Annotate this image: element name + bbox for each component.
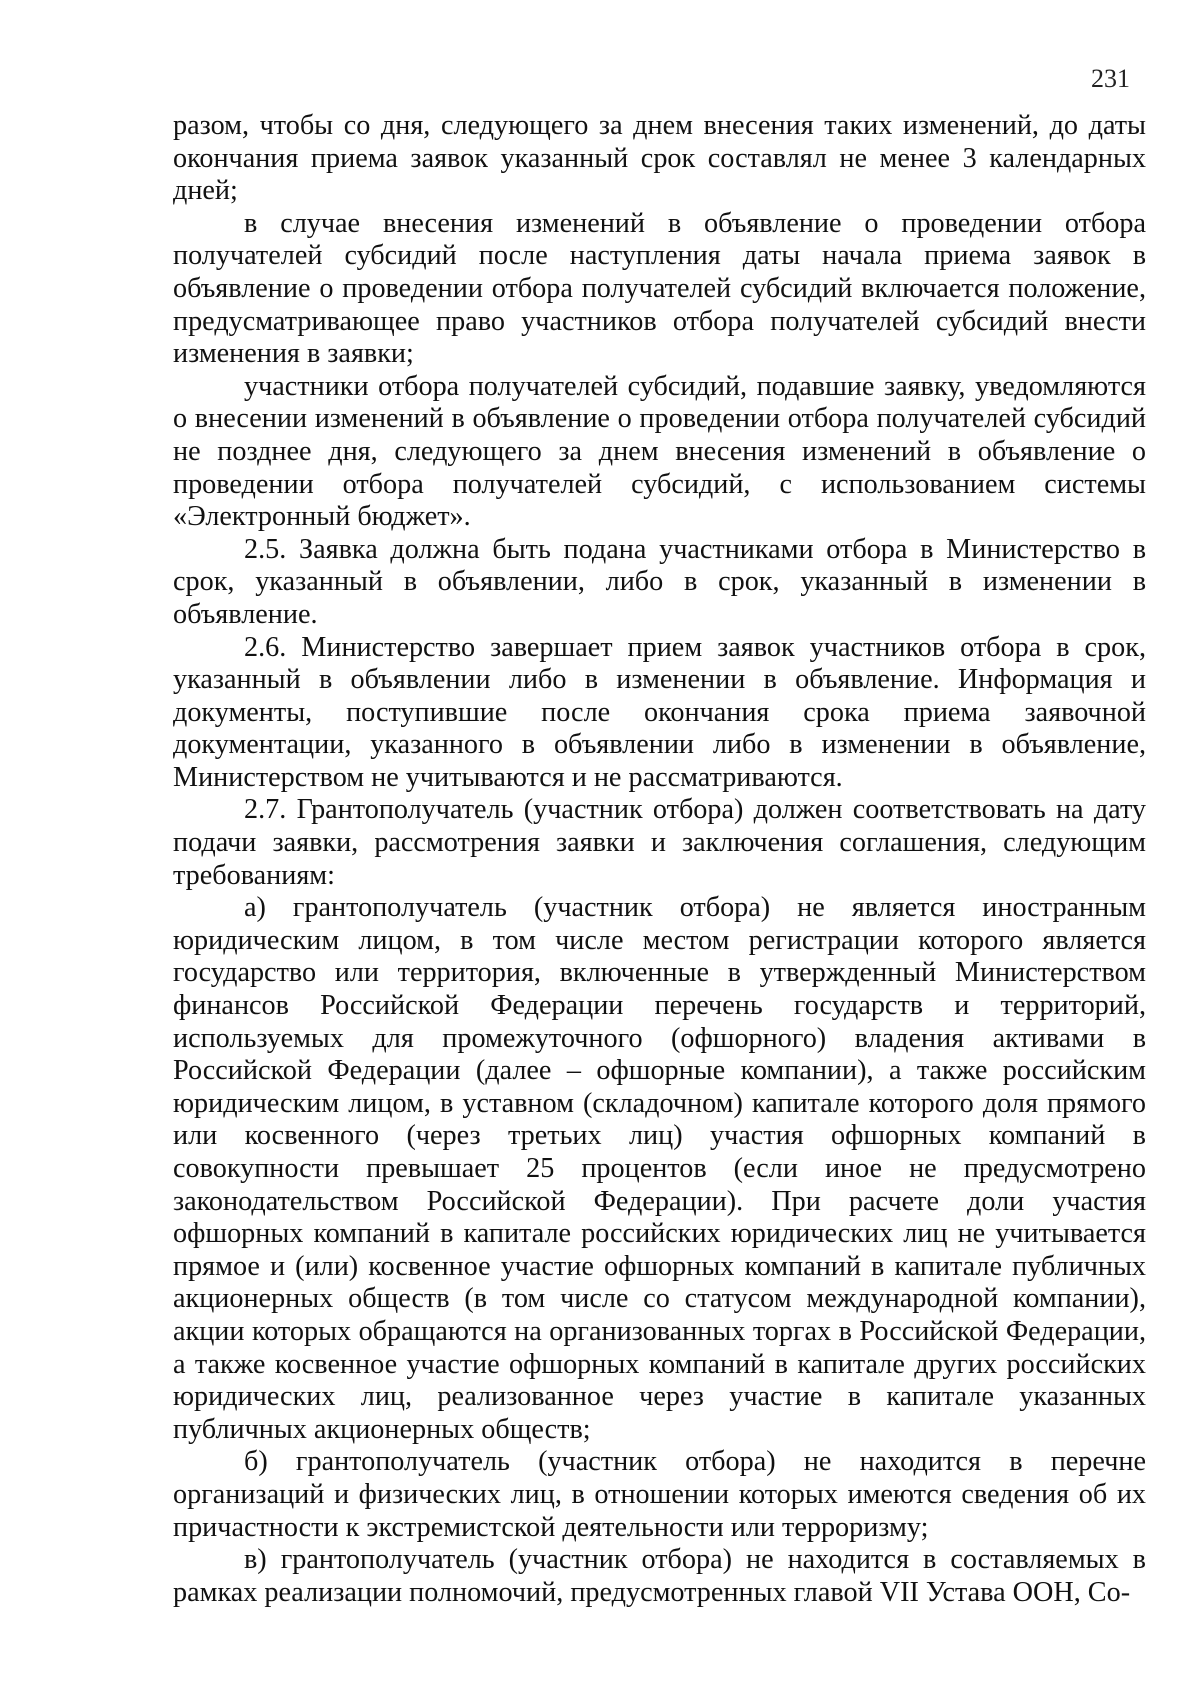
page-number: 231	[1091, 64, 1130, 93]
paragraph-2-5: 2.5. Заявка должна быть подана участниками отбора в Министерство в срок, указанный в объявлении, либо в срок, указанный в изменении в объявление.	[173, 533, 1146, 630]
paragraph-item-a: а) грантополучатель (участник отбора) не является иностранным юридическим лицом, в том числе местом регистрации которого является государство или территория, включенные в утвержденный Министерством финансов Российской Федерации перечень государств и территорий, используемых для промежуточного (офшорного) владения активами в Российской Федерации (далее – офшорные компании), а также российским юридическим лицом, в уставном (складочном) капитале которого доля прямого или косвенного (через третьих лиц) участия офшорных компаний в совокупности превышает 25 процентов (если иное не предусмотрено законодательством Российской Федерации). При расчете доли участия офшорных компаний в капитале российских юридических лиц не учитывается прямое и (или) косвенное участие офшорных компаний в капитале публичных акционерных обществ (в том числе со статусом международной компании), акции которых обращаются на организованных торгах в Российской Федерации, а также косвенное участие офшорных компаний в капитале других российских юридических лиц, реализованное через участие в капитале указанных публичных акционерных обществ;	[173, 892, 1146, 1445]
paragraph-continuation: разом, чтобы со дня, следующего за днем внесения таких изменений, до даты окончания приема заявок указанный срок составлял не менее 3 календарных дней;	[173, 110, 1146, 207]
paragraph-item-v: в) грантополучатель (участник отбора) не находится в составляемых в рамках реализации полномочий, предусмотренных главой VII Устава ООН, Со-	[173, 1544, 1146, 1608]
paragraph-2-7: 2.7. Грантополучатель (участник отбора) должен соответствовать на дату подачи заявки, рассмотрения заявки и заключения соглашения, следующим требованиям:	[173, 794, 1146, 891]
paragraph-2-6: 2.6. Министерство завершает прием заявок участников отбора в срок, указанный в объявлении либо в изменении в объявление. Информация и документы, поступившие после окончания срока приема заявочной документации, указанного в объявлении либо в изменении в объявление, Министерством не учитываются и не рассматриваются.	[173, 631, 1146, 793]
paragraph-changes-after-start: в случае внесения изменений в объявление о проведении отбора получателей субсидий после наступления даты начала приема заявок в объявление о проведении отбора получателей субсидий включается положение, предусматривающее право участников отбора получателей субсидий внести изменения в заявки;	[173, 207, 1146, 370]
paragraph-notification: участники отбора получателей субсидий, подавшие заявку, уведомляются о внесении изменений в объявление о проведении отбора получателей субсидий не позднее дня, следующего за днем внесения изменений в объявление о проведении отбора получателей субсидий, с использованием системы «Электронный бюджет».	[173, 370, 1146, 533]
document-body	[173, 110, 1146, 1609]
paragraph-item-b: б) грантополучатель (участник отбора) не находится в перечне организаций и физических лиц, в отношении которых имеются сведения об их причастности к экстремистской деятельности или терроризму;	[173, 1446, 1146, 1543]
